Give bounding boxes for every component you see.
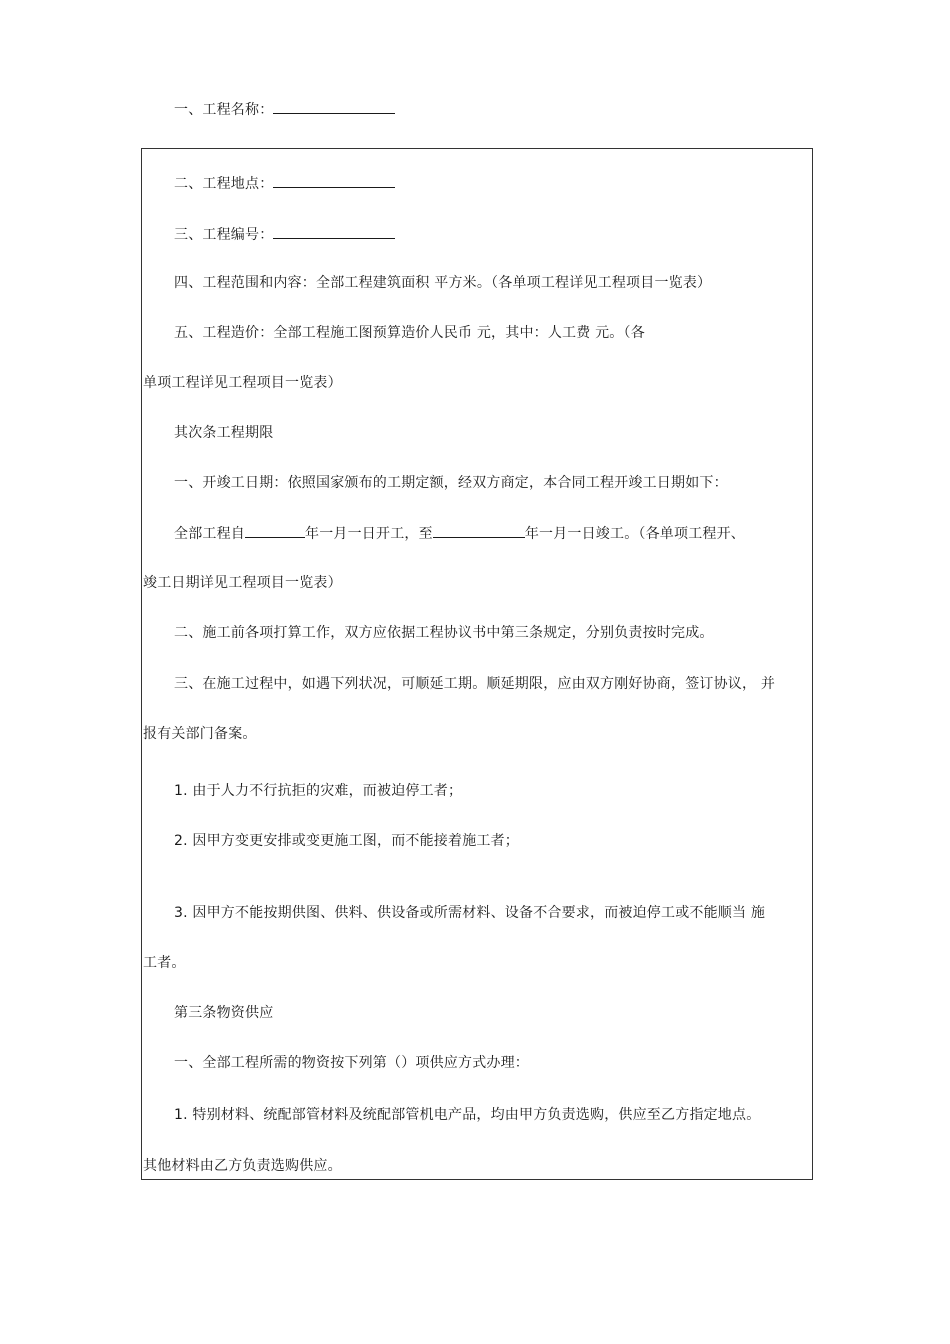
project-location-line [174,173,395,194]
material-supply-item-1: 1. 特别材料、统配部管材料及统配部管机电产品，均由甲方负责选购，供应至乙方指定地点。 [174,1107,761,1123]
schedule-text-start: 全部工程自 [174,526,245,542]
contract-frame-border [141,148,813,1180]
material-supply-item-1-continued: 其他材料由乙方负责选购供应。 [143,1158,342,1174]
end-year-blank [433,523,525,538]
article-2-heading: 其次条工程期限 [174,425,274,441]
project-number-blank [273,224,395,239]
extension-item-3-continued: 工者。 [143,955,186,971]
extension-clause-line-continued: 报有关部门备案。 [143,726,257,742]
schedule-text-end: 年一月一日竣工。（各单项工程开、 [524,526,746,542]
extension-item-1: 1. 由于人力不行抗拒的灾难，而被迫停工者； [174,783,463,799]
project-name-label: 一、工程名称： [174,102,274,118]
article-3-heading: 第三条物资供应 [174,1005,274,1021]
material-supply-line: 一、全部工程所需的物资按下列第（）项供应方式办理： [174,1055,529,1071]
project-location-label: 二、工程地点： [174,176,274,192]
project-name-line [174,99,395,120]
extension-item-3: 3. 因甲方不能按期供图、供料、供设备或所需材料、设备不合要求，而被迫停工或不能顺当 施 [174,905,766,921]
project-number-label: 三、工程编号： [174,227,274,243]
project-scope-line: 四、工程范围和内容：全部工程建筑面积 平方米。（各单项工程详见工程项目一览表） [174,275,712,291]
project-schedule-line [174,523,745,544]
project-cost-line-continued: 单项工程详见工程项目一览表） [143,375,342,391]
extension-item-2: 2. 因甲方变更安排或变更施工图，而不能接着施工者； [174,833,520,849]
preparation-work-line: 二、施工前各项打算工作，双方应依据工程协议书中第三条规定，分别负责按时完成。 [174,625,714,641]
project-name-blank [273,99,395,114]
start-end-date-line: 一、开竣工日期：依照国家颁布的工期定额，经双方商定，本合同工程开竣工日期如下： [174,475,728,491]
schedule-text-middle: 年一月一日开工，至 [305,526,433,542]
extension-clause-line: 三、在施工过程中，如遇下列状况，可顺延工期。顺延期限，应由双方刚好协商，签订协议， 并 [174,676,776,692]
project-number-line [174,224,395,245]
project-cost-line: 五、工程造价：全部工程施工图预算造价人民币 元，其中：人工费 元。（各 [174,325,645,341]
project-location-blank [273,173,395,188]
start-year-blank [245,523,305,538]
project-schedule-line-continued: 竣工日期详见工程项目一览表） [143,575,342,591]
